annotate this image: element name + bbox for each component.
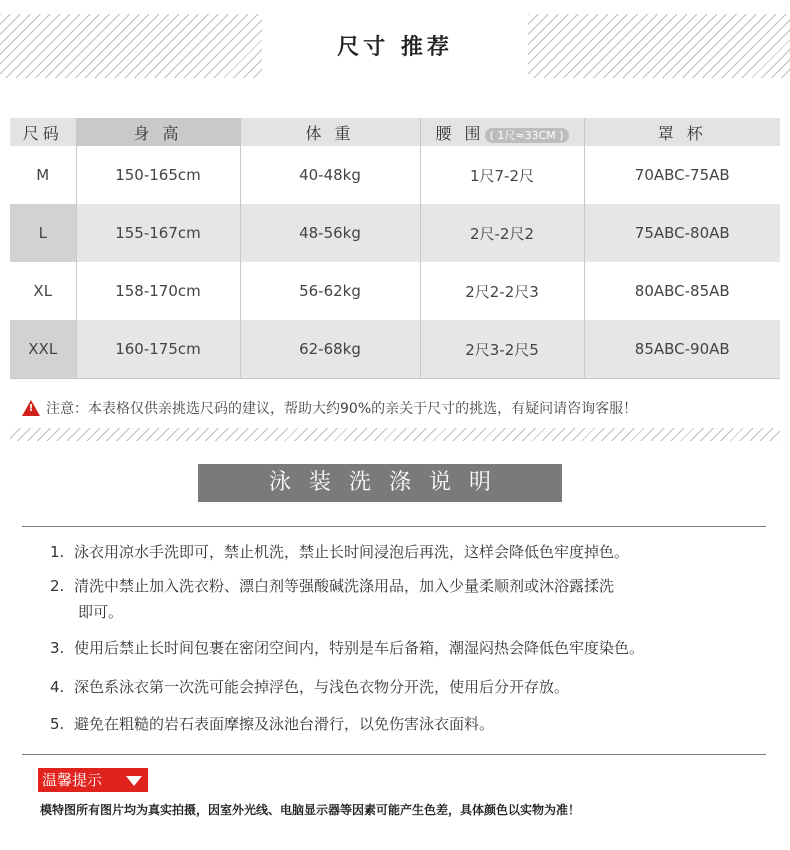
list-item bbox=[50, 635, 770, 661]
list-item bbox=[50, 539, 770, 565]
item-number: 5. bbox=[50, 715, 65, 733]
warning-icon: ! bbox=[22, 400, 40, 416]
notice-text: 注意：本表格仅供亲挑选尺码的建议，帮助大约90%的亲关于尺寸的挑选，有疑问请咨询客服！ bbox=[46, 401, 638, 417]
size-notice bbox=[22, 398, 637, 418]
header-size: 尺码 bbox=[10, 118, 76, 146]
header-cup: 罩 杯 bbox=[584, 118, 780, 146]
size-cell: XXL bbox=[10, 320, 76, 379]
height-cell: 150-165cm bbox=[76, 146, 240, 204]
header-weight: 体 重 bbox=[240, 118, 420, 146]
triangle-down-icon bbox=[126, 776, 142, 786]
list-item bbox=[50, 711, 770, 737]
weight-cell: 56-62kg bbox=[240, 262, 420, 320]
table-row bbox=[10, 320, 780, 379]
list-item bbox=[50, 573, 770, 625]
header-waist-label: 腰 围 bbox=[435, 123, 485, 143]
item-number: 2. bbox=[50, 577, 65, 595]
item-text-continued: 即可。 bbox=[78, 603, 124, 621]
header-hatch-right bbox=[528, 14, 790, 78]
size-cell: L bbox=[10, 204, 76, 262]
weight-cell: 62-68kg bbox=[240, 320, 420, 379]
size-table bbox=[10, 118, 780, 379]
wash-title-banner: 泳装洗涤说明 bbox=[198, 464, 562, 502]
item-text: 清洗中禁止加入洗衣粉、漂白剂等强酸碱洗涤用品，加入少量柔顺剂或沐浴露揉洗 bbox=[74, 577, 615, 595]
table-row bbox=[10, 262, 780, 320]
waist-unit-note: ( 1尺≈33CM ) bbox=[485, 128, 569, 143]
waist-cell: 2尺2-2尺3 bbox=[420, 262, 584, 320]
height-cell: 155-167cm bbox=[76, 204, 240, 262]
page-title: 尺寸 推荐 bbox=[337, 35, 453, 60]
cup-cell: 85ABC-90AB bbox=[584, 320, 780, 379]
divider bbox=[22, 526, 766, 527]
item-text: 使用后禁止长时间包裹在密闭空间内，特别是车后备箱，潮湿闷热会降低色牢度染色。 bbox=[74, 639, 645, 657]
item-text: 避免在粗糙的岩石表面摩擦及泳池台滑行，以免伤害泳衣面料。 bbox=[74, 715, 495, 733]
item-number: 3. bbox=[50, 639, 65, 657]
height-cell: 158-170cm bbox=[76, 262, 240, 320]
item-text: 泳衣用凉水手洗即可，禁止机洗，禁止长时间浸泡后再洗，这样会降低色牢度掉色。 bbox=[74, 543, 630, 561]
header-hatch-left bbox=[0, 14, 262, 78]
color-disclaimer: 模特图所有图片均为真实拍摄，因室外光线、电脑显示器等因素可能产生色差，具体颜色以实物为准！ bbox=[40, 803, 581, 817]
divider-hatch bbox=[10, 428, 780, 441]
height-cell: 160-175cm bbox=[76, 320, 240, 379]
item-number: 1. bbox=[50, 543, 65, 561]
list-item bbox=[50, 674, 770, 700]
waist-cell: 2尺3-2尺5 bbox=[420, 320, 584, 379]
size-cell: XL bbox=[10, 262, 76, 320]
cup-cell: 75ABC-80AB bbox=[584, 204, 780, 262]
waist-cell: 1尺7-2尺 bbox=[420, 146, 584, 204]
tips-badge bbox=[38, 768, 148, 792]
waist-cell: 2尺-2尺2 bbox=[420, 204, 584, 262]
weight-cell: 40-48kg bbox=[240, 146, 420, 204]
table-row bbox=[10, 204, 780, 262]
size-cell: M bbox=[10, 146, 76, 204]
item-number: 4. bbox=[50, 678, 65, 696]
weight-cell: 48-56kg bbox=[240, 204, 420, 262]
cup-cell: 70ABC-75AB bbox=[584, 146, 780, 204]
table-row bbox=[10, 146, 780, 204]
divider bbox=[22, 754, 766, 755]
item-text: 深色系泳衣第一次洗可能会掉浮色，与浅色衣物分开洗，使用后分开存放。 bbox=[74, 678, 570, 696]
tips-label: 温馨提示 bbox=[42, 771, 103, 789]
cup-cell: 80ABC-85AB bbox=[584, 262, 780, 320]
header-waist bbox=[420, 118, 584, 146]
header-height: 身 高 bbox=[76, 118, 240, 146]
